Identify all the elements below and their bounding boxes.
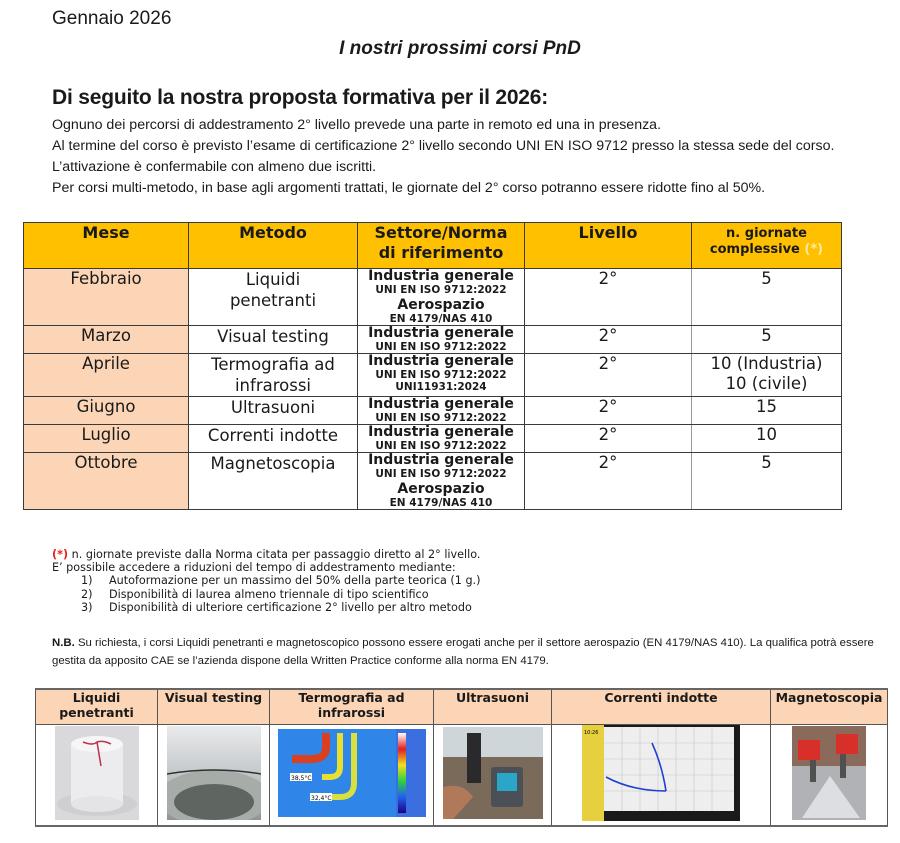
cell-metodo: Magnetoscopia xyxy=(189,453,358,510)
cell-metodo: Ultrasuoni xyxy=(189,397,358,425)
nb-note: N.B. Su richiesta, i corsi Liquidi penetranti e magnetoscopico possono essere erogati anche per il settore aerospazio (EN 4179/NAS 410). La qualifica potrà essere gestita da apposito CAE se l’azienda dispone della Written Practice conforme alla norma EN 4179. xyxy=(52,637,874,667)
norma-sector: Aerospazio xyxy=(397,481,485,497)
course-schedule-table xyxy=(23,222,842,510)
cell-mese: Ottobre xyxy=(24,453,189,510)
thermography-image xyxy=(278,729,426,817)
cell-livello: 2° xyxy=(525,269,692,326)
header-metodo: Metodo xyxy=(189,223,358,269)
gallery-cell xyxy=(158,725,270,827)
reduction-list xyxy=(52,574,480,614)
norma-sector: Industria generale xyxy=(368,353,514,369)
list-item: 2) Disponibilità di laurea almeno triennale di tipo scientifico xyxy=(81,587,429,601)
cell-mese: Febbraio xyxy=(24,269,189,326)
gallery-cell xyxy=(270,725,434,827)
cell-livello: 2° xyxy=(525,397,692,425)
gallery-header: Liquidi penetranti xyxy=(36,689,158,725)
norma-sector: Aerospazio xyxy=(397,297,485,313)
list-item: 1) Autoformazione per un massimo del 50% della parte teorica (1 g.) xyxy=(81,574,481,588)
cell-mese: Aprile xyxy=(24,354,189,397)
document-date: Gennaio 2026 xyxy=(52,8,172,29)
cell-norma xyxy=(358,453,525,510)
header-settore: Settore/Norma di riferimento xyxy=(358,223,525,269)
table-row xyxy=(24,425,842,453)
footnote-star: (*) n. giornate previste dalla Norma citata per passaggio diretto al 2° livello. xyxy=(52,548,481,561)
norma-sector: Industria generale xyxy=(368,268,514,284)
cell-mese: Giugno xyxy=(24,397,189,425)
penetrant-test-image xyxy=(55,726,139,820)
table-row xyxy=(24,397,842,425)
norma-sector: Industria generale xyxy=(368,396,514,412)
header-livello: Livello xyxy=(525,223,692,269)
norma-standard: UNI11931:2024 xyxy=(395,381,487,393)
cell-metodo: Liquidi penetranti xyxy=(189,269,358,326)
table-row xyxy=(24,269,842,326)
cell-mese: Marzo xyxy=(24,326,189,354)
gallery-cell xyxy=(434,725,552,827)
table-header-row xyxy=(24,223,842,269)
gallery-header-row xyxy=(36,689,888,725)
norma-standard: UNI EN ISO 9712:2022 xyxy=(375,284,507,296)
intro-paragraph: Ognuno dei percorsi di addestramento 2° livello prevede una parte in remoto ed una in presenza. xyxy=(52,117,662,133)
cell-metodo: Termografia ad infrarossi xyxy=(189,354,358,397)
norma-standard: UNI EN ISO 9712:2022 xyxy=(375,369,507,381)
list-item: 3) Disponibilità di ulteriore certificazione 2° livello per altro metodo xyxy=(81,600,472,614)
cell-giornate: 10 xyxy=(692,425,842,453)
temp-label: 38,5°C xyxy=(290,775,312,782)
norma-standard: EN 4179/NAS 410 xyxy=(389,313,493,325)
ultrasonic-testing-image xyxy=(443,727,543,819)
cell-giornate: 5 xyxy=(692,269,842,326)
gallery-cell xyxy=(36,725,158,827)
norma-standard: UNI EN ISO 9712:2022 xyxy=(375,468,507,480)
eddy-current-image xyxy=(582,725,740,821)
intro-text xyxy=(52,115,882,199)
cell-norma xyxy=(358,269,525,326)
intro-paragraph: Al termine del corso è previsto l’esame di certificazione 2° livello secondo UNI EN ISO 9712 presso la stessa sede del corso. L’attivazione è confermabile con almeno due iscritti. xyxy=(52,138,835,175)
cell-norma xyxy=(358,326,525,354)
gallery-cell xyxy=(552,725,771,827)
norma-sector: Industria generale xyxy=(368,325,514,341)
gallery-header: Correnti indotte xyxy=(552,689,771,725)
screen-clock: 10:26 xyxy=(584,730,599,736)
asterisk-marker: (*) xyxy=(804,242,824,257)
cell-livello: 2° xyxy=(525,326,692,354)
cell-giornate: 5 xyxy=(692,453,842,510)
cell-giornate: 5 xyxy=(692,326,842,354)
cell-norma xyxy=(358,397,525,425)
method-gallery-table xyxy=(35,688,888,827)
norma-standard: UNI EN ISO 9712:2022 xyxy=(375,440,507,452)
cell-metodo: Visual testing xyxy=(189,326,358,354)
cell-norma xyxy=(358,354,525,397)
header-mese: Mese xyxy=(24,223,189,269)
table-row xyxy=(24,453,842,510)
cell-metodo: Correnti indotte xyxy=(189,425,358,453)
cell-norma xyxy=(358,425,525,453)
norma-standard: EN 4179/NAS 410 xyxy=(389,497,493,509)
gallery-header: Magnetoscopia xyxy=(771,689,888,725)
table-row xyxy=(24,326,842,354)
cell-livello: 2° xyxy=(525,354,692,397)
norma-sector: Industria generale xyxy=(368,424,514,440)
cell-livello: 2° xyxy=(525,453,692,510)
temp-label: 32,4°C xyxy=(310,795,332,802)
norma-standard: UNI EN ISO 9712:2022 xyxy=(375,341,507,353)
gallery-cell xyxy=(771,725,888,827)
gallery-header: Visual testing xyxy=(158,689,270,725)
cell-mese: Luglio xyxy=(24,425,189,453)
norma-standard: UNI EN ISO 9712:2022 xyxy=(375,412,507,424)
document-title: I nostri prossimi corsi PnD xyxy=(339,38,581,59)
footnotes xyxy=(52,548,480,614)
header-giornate: n. giornate complessive (*) xyxy=(692,223,842,269)
table-row xyxy=(24,354,842,397)
gallery-header: Termografia ad infrarossi xyxy=(270,689,434,725)
cell-livello: 2° xyxy=(525,425,692,453)
visual-testing-image xyxy=(167,726,261,820)
norma-sector: Industria generale xyxy=(368,452,514,468)
reduction-intro: E’ possibile accedere a riduzioni del tempo di addestramento mediante: xyxy=(52,561,456,575)
cell-giornate: 10 (Industria) 10 (civile) xyxy=(692,354,842,397)
gallery-header: Ultrasuoni xyxy=(434,689,552,725)
intro-paragraph: Per corsi multi-metodo, in base agli argomenti trattati, le giornate del 2° corso potranno essere ridotte fino al 50%. xyxy=(52,180,766,196)
section-heading: Di seguito la nostra proposta formativa per il 2026: xyxy=(52,86,549,109)
magnetic-particle-image xyxy=(792,726,866,820)
cell-giornate: 15 xyxy=(692,397,842,425)
gallery-image-row xyxy=(36,725,888,827)
